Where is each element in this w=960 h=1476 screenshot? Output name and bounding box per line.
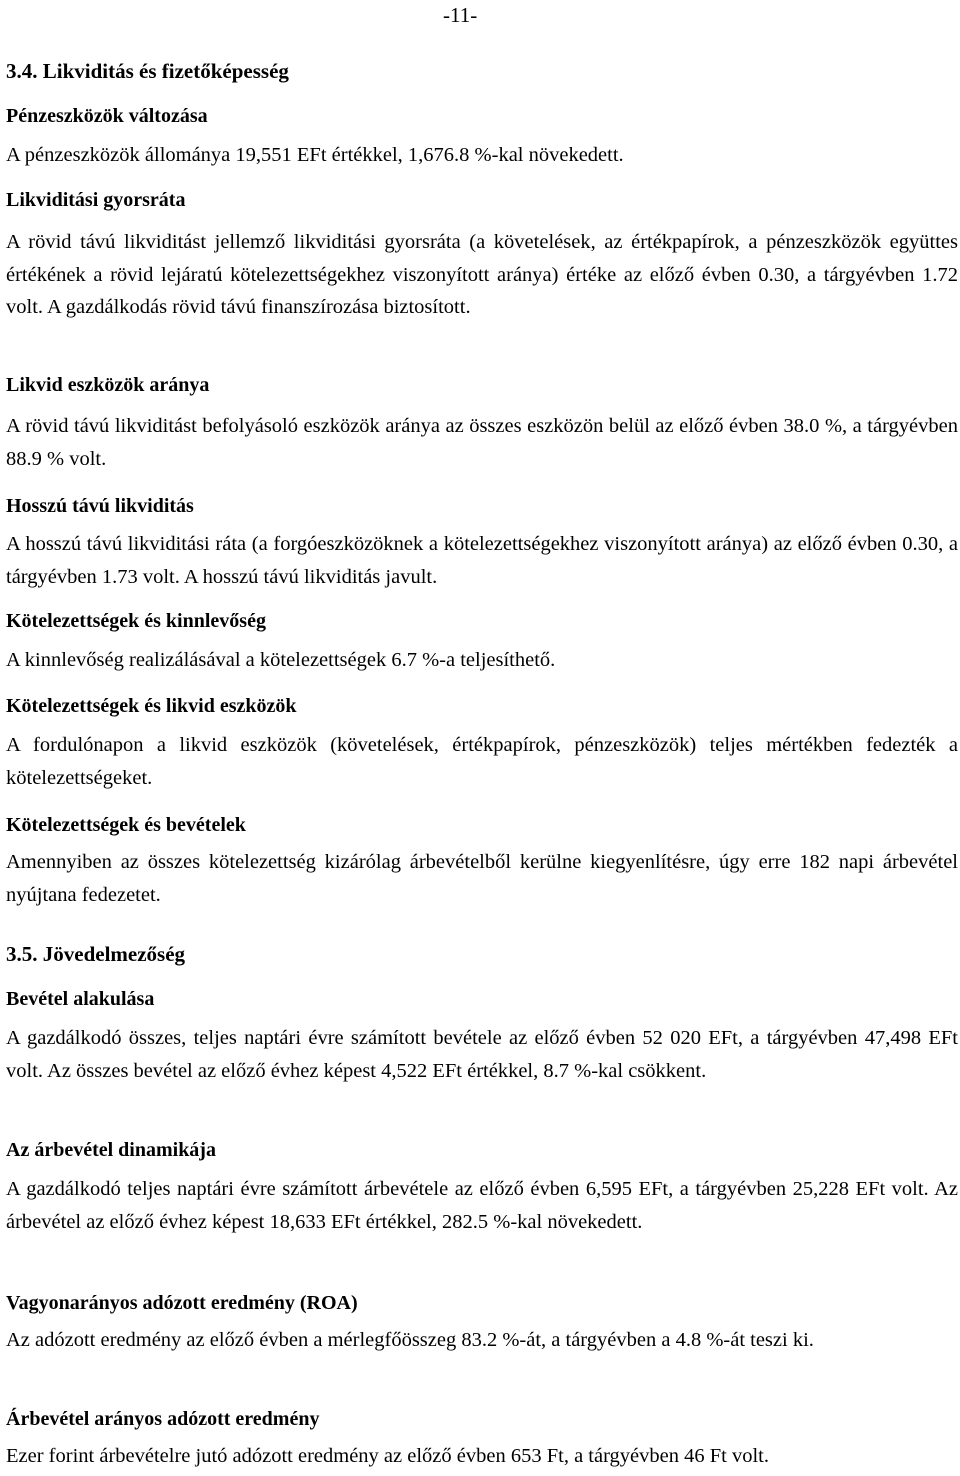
paragraph-liabilities-liquid-assets: A fordulónapon a likvid eszközök (követelések, értékpapírok, pénzeszközök) teljes mértékben fedezték a kötelezettségeket. bbox=[6, 734, 958, 789]
paragraph-liquid-assets-ratio: A rövid távú likviditást befolyásoló eszközök aránya az összes eszközön belül az előző évben 38.0 %, a tárgyévben 88.9 % volt. bbox=[6, 415, 958, 470]
paragraph-liabilities-receivables: A kinnlevőség realizálásával a kötelezettségek 6.7 %-a teljesíthető. bbox=[6, 649, 556, 671]
heading-roa: Vagyonarányos adózott eredmény (ROA) bbox=[6, 1292, 358, 1314]
heading-liabilities-revenues: Kötelezettségek és bevételek bbox=[6, 814, 246, 836]
paragraph-long-term-liquidity: A hosszú távú likviditási ráta (a forgóeszközöknek a kötelezettségekhez viszonyított aránya) az előző évben 0.30, a tárgyévben 1.73 volt. A hosszú távú likviditás javult. bbox=[6, 533, 958, 588]
heading-long-term-liquidity: Hosszú távú likviditás bbox=[6, 495, 194, 517]
paragraph-roa: Az adózott eredmény az előző évben a mérlegfőösszeg 83.2 %-át, a tárgyévben a 4.8 %-át teszi ki. bbox=[6, 1329, 814, 1351]
paragraph-return-on-sales: Ezer forint árbevételre jutó adózott eredmény az előző évben 653 Ft, a tárgyévben 46 Ft volt. bbox=[6, 1445, 769, 1467]
heading-quick-ratio: Likviditási gyorsráta bbox=[6, 189, 186, 211]
section-title-profitability: 3.5. Jövedelmezőség bbox=[6, 942, 186, 966]
paragraph-quick-ratio: A rövid távú likviditást jellemző likviditási gyorsráta (a követelések, az értékpapírok, a pénzeszközök együttes értékének a rövid lejáratú kötelezettségekhez viszonyított aránya) értéke az előző évben 0.30, a tárgyévben 1.72 volt. A gazdálkodás rövid távú finanszírozása biztosított. bbox=[6, 231, 958, 318]
page-number: -11- bbox=[443, 3, 478, 27]
heading-liabilities-receivables: Kötelezettségek és kinnlevőség bbox=[6, 610, 266, 632]
paragraph-liabilities-revenues: Amennyiben az összes kötelezettség kizárólag árbevételből kerülne kiegyenlítésre, úgy erre 182 napi árbevétel nyújtana fedezetet. bbox=[6, 851, 958, 906]
heading-liabilities-liquid-assets: Kötelezettségek és likvid eszközök bbox=[6, 695, 297, 717]
heading-cash-change: Pénzeszközök változása bbox=[6, 105, 208, 127]
section-title-liquidity: 3.4. Likviditás és fizetőképesség bbox=[6, 59, 289, 83]
paragraph-revenue-development: A gazdálkodó összes, teljes naptári évre számított bevétele az előző évben 52 020 EFt, a tárgyévben 47,498 EFt volt. Az összes bevétel az előző évhez képest 4,522 EFt értékkel, 8.7 %-kal csökkent. bbox=[6, 1027, 958, 1082]
heading-return-on-sales: Árbevétel arányos adózott eredmény bbox=[6, 1408, 320, 1430]
paragraph-sales-dynamics: A gazdálkodó teljes naptári évre számított árbevétele az előző évben 6,595 EFt, a tárgyévben 25,228 EFt volt. Az árbevétel az előző évhez képest 18,633 EFt értékkel, 282.5 %-kal növekedett. bbox=[6, 1178, 958, 1233]
paragraph-cash-change: A pénzeszközök állománya 19,551 EFt értékkel, 1,676.8 %-kal növekedett. bbox=[6, 144, 624, 166]
heading-revenue-development: Bevétel alakulása bbox=[6, 988, 155, 1010]
heading-sales-dynamics: Az árbevétel dinamikája bbox=[6, 1139, 216, 1161]
heading-liquid-assets-ratio: Likvid eszközök aránya bbox=[6, 374, 210, 396]
